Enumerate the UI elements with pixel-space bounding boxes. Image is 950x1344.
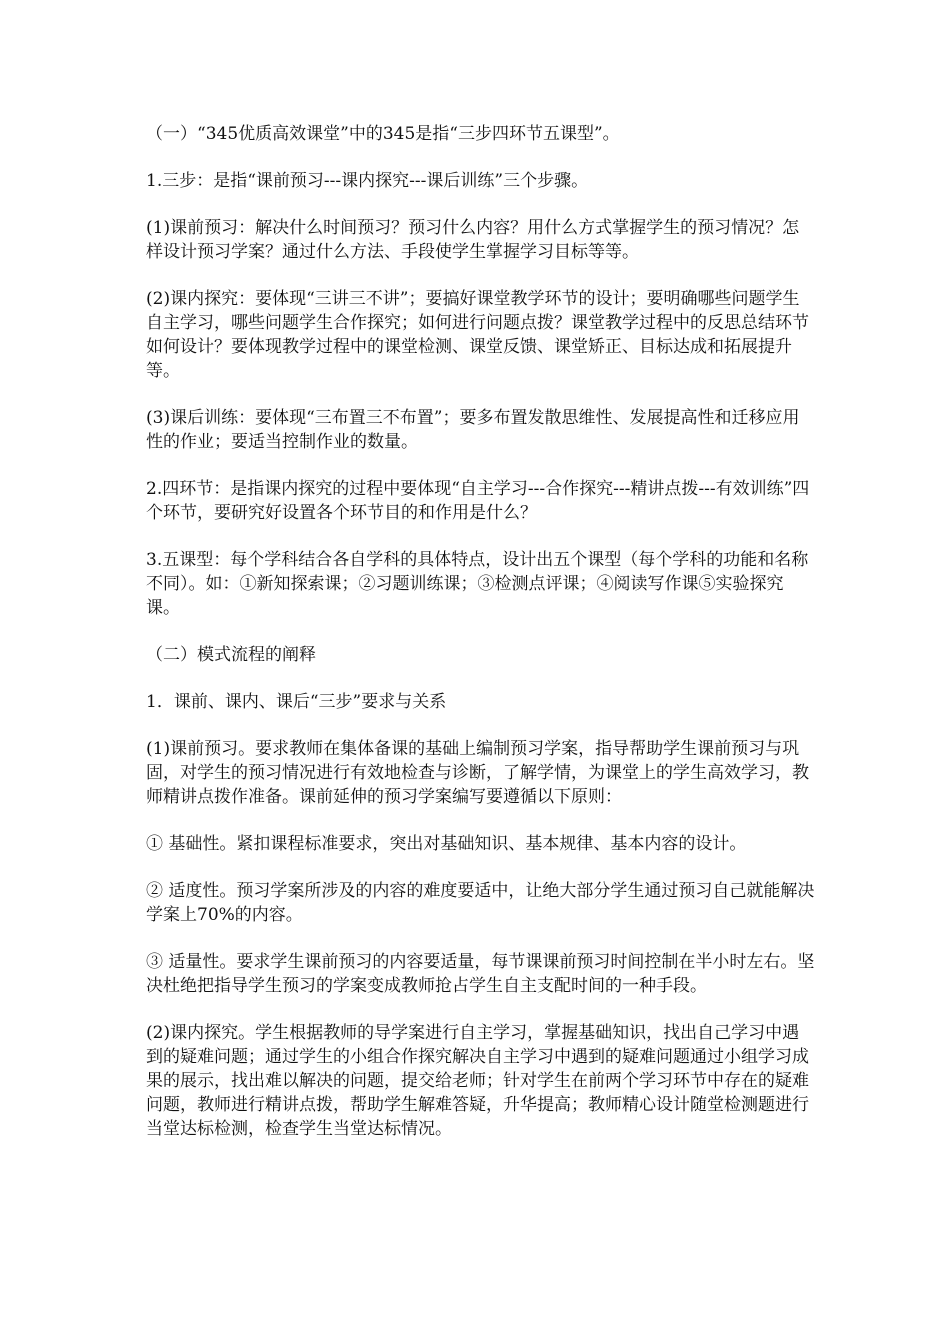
subheading-three-steps-relation: 1．课前、课内、课后“三步”要求与关系	[146, 692, 447, 712]
principle-appropriate-amount: ③ 适量性。要求学生课前预习的内容要适量，每节课课前预习时间控制在半小时左右。坚决杜绝把指导学生预习的学案变成教师抢占学生自主支配时间的一种手段。	[146, 952, 815, 996]
paragraph-in-class-inquiry: (2)课内探究：要体现“三讲三不讲”；要搞好课堂教学环节的设计；要明确哪些问题学生自主学习，哪些问题学生合作探究；如何进行问题点拨？课堂教学过程中的反思总结环节如何设计？要体现教学过程中的课堂检测、课堂反馈、课堂矫正、目标达成和拓展提升等。	[146, 289, 809, 381]
paragraph-preview-requirements: (1)课前预习。要求教师在集体备课的基础上编制预习学案，指导帮助学生课前预习与巩固，对学生的预习情况进行有效地检查与诊断，了解学情，为课堂上的学生高效学习，教师精讲点拨作准备。课前延伸的预习学案编写要遵循以下原则：	[146, 739, 809, 807]
paragraph-after-class-training: (3)课后训练：要体现“三布置三不布置”；要多布置发散思维性、发展提高性和迁移应用性的作业；要适当控制作业的数量。	[146, 408, 800, 452]
paragraph-three-steps: 1.三步：是指“课前预习---课内探究---课后训练”三个步骤。	[146, 171, 589, 191]
paragraph-inquiry-process: (2)课内探究。学生根据教师的导学案进行自主学习，掌握基础知识，找出自己学习中遇到的疑难问题；通过学生的小组合作探究解决自主学习中遇到的疑难问题通过小组学习成果的展示，找出难以解决的问题，提交给老师；针对学生在前两个学习环节中存在的疑难问题，教师进行精讲点拨，帮助学生解难答疑，升华提高；教师精心设计随堂检测题进行当堂达标检测，检查学生当堂达标情况。	[146, 1023, 809, 1139]
principle-moderate: ② 适度性。预习学案所涉及的内容的难度要适中，让绝大部分学生通过预习自己就能解决学案上70%的内容。	[146, 881, 815, 925]
paragraph-pre-class-preview: (1)课前预习：解决什么时间预习？预习什么内容？用什么方式掌握学生的预习情况？怎样设计预习学案？通过什么方法、手段使学生掌握学习目标等等。	[146, 218, 800, 262]
paragraph-five-lesson-types: 3.五课型：每个学科结合各自学科的具体特点，设计出五个课型（每个学科的功能和名称不同）。如：①新知探索课；②习题训练课；③检测点评课；④阅读写作课⑤实验探究课。	[146, 550, 809, 618]
section-heading-2: （二）模式流程的阐释	[146, 645, 316, 665]
document-body	[146, 122, 816, 1164]
paragraph-four-links: 2.四环节：是指课内探究的过程中要体现“自主学习---合作探究---精讲点拨---有效训练”四个环节，要研究好设置各个环节目的和作用是什么？	[146, 479, 810, 523]
principle-basic: ① 基础性。紧扣课程标准要求，突出对基础知识、基本规律、基本内容的设计。	[146, 834, 747, 854]
section-heading-1: （一）“345优质高效课堂”中的345是指“三步四环节五课型”。	[146, 124, 620, 144]
